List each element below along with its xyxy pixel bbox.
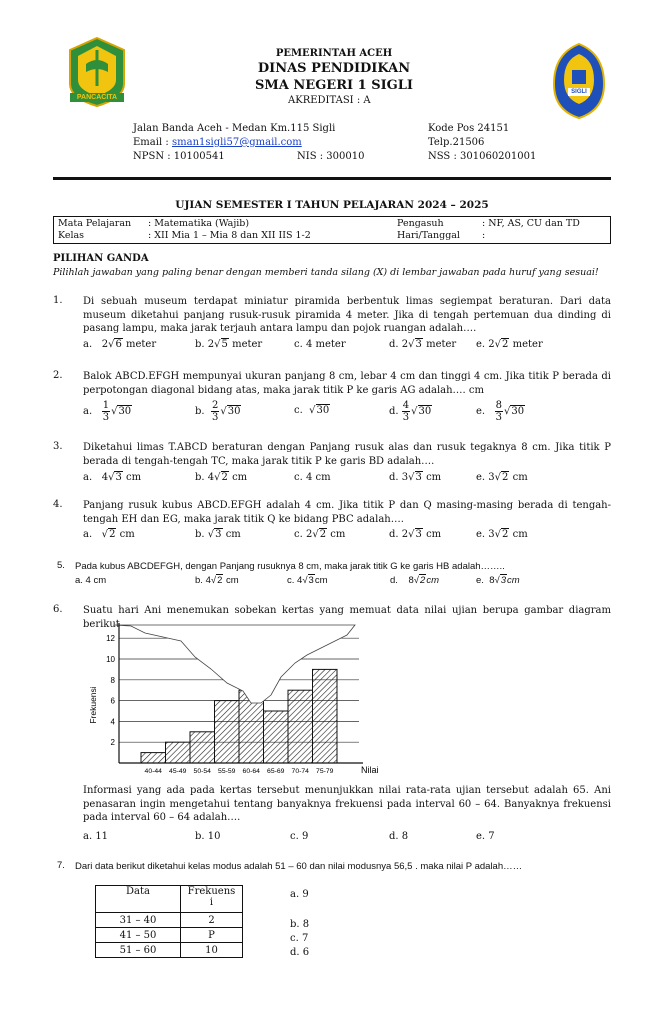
x-tick-label: 55-59 — [218, 768, 236, 775]
q1-number: 1. — [53, 295, 63, 306]
kelas-value: : XII Mia 1 – Mia 8 dan XII IIS 1-2 — [148, 230, 311, 241]
q6-text: Suatu hari Ani menemukan sobekan kertas yang memuat data nilai ujian berupa gambar diagram berikut — [83, 605, 611, 630]
q3-option-d: d. 3√3 cm — [389, 472, 442, 483]
section-title: PILIHAN GANDA — [53, 253, 149, 264]
left-logo-text: PANCACITA — [76, 94, 118, 101]
histogram-bar — [313, 669, 338, 763]
q1-text: Di sebuah museum terdapat miniatur piramida berbentuk limas segiempat beraturan. Dari data museum diketahui panjang rusuk-rusuk piramida 4 meter. Jika di tengah pertemuan dua dinding di pasang lampu, maka jarak terjauh antara lampu dan pojok ruangan adalah…. — [83, 296, 611, 335]
q5-option-c: c. 4√3cm — [287, 575, 328, 586]
header-nis: NIS : 300010 — [297, 151, 365, 162]
q3-text: Diketahui limas T.ABCD beraturan dengan Panjang rusuk alas dan rusuk tegaknya 8 cm. Jika titik P berada di tengah-tengah TC, maka jarak titik P ke garis BD adalah…. — [83, 442, 611, 467]
q6-option-b: b. 10 — [195, 831, 221, 842]
histogram-chart — [83, 617, 383, 779]
y-tick-label: 2 — [110, 738, 115, 748]
q5-number: 5. — [57, 560, 65, 571]
pengasuh-label: Pengasuh — [397, 218, 444, 229]
left-logo — [66, 36, 128, 108]
q5-option-b: b. 4√2 cm — [195, 575, 239, 586]
exam-title: UJIAN SEMESTER I TAHUN PELAJARAN 2024 – 2025 — [175, 199, 489, 211]
header-kodepos: Kode Pos 24151 — [428, 123, 510, 134]
q2-option-e: e. $\frac{8}{3}$ √30 — [476, 400, 525, 423]
hari-label: Hari/Tanggal — [397, 230, 460, 241]
x-tick-label: 70-74 — [291, 768, 309, 775]
table-cell-data: 41 – 50 — [96, 928, 181, 943]
pengasuh-value: : NF, AS, CU dan TD — [482, 218, 580, 229]
q5-option-e: e. 8√3cm — [476, 575, 520, 586]
header-gov: PEMERINTAH ACEH — [275, 48, 393, 59]
y-tick-label: 6 — [110, 696, 115, 706]
q7-col-freq — [181, 886, 243, 913]
x-tick-label: 50-54 — [193, 768, 211, 775]
x-tick-label: 65-69 — [267, 768, 285, 775]
q1-option-c: c. 4 meter — [294, 339, 346, 350]
q4-option-c: c. 2√2 cm — [294, 529, 346, 540]
histogram-bar — [264, 711, 289, 763]
q7-option-c: c. 7 — [290, 933, 309, 944]
q5-text: Pada kubus ABCDEFGH, dengan Panjang rusuknya 8 cm, maka jarak titik G ke garis HB adalah…….. — [75, 561, 505, 572]
y-tick-label: 10 — [106, 655, 115, 664]
q2-number: 2. — [53, 370, 63, 381]
histogram-bar — [166, 742, 191, 763]
mapel-value: : Matematika (Wajib) — [148, 218, 250, 229]
q7-col-freq-1: Frekuens — [187, 886, 236, 897]
histogram-bar — [190, 732, 215, 763]
mapel-label: Mata Pelajaran — [58, 218, 132, 229]
table-cell-freq: P — [181, 928, 243, 943]
exam-info-box — [53, 216, 611, 244]
q6-text-2: Informasi yang ada pada kertas tersebut menunjukkan nilai rata-rata ujian tersebut adalah 65. Ani penasaran ingin mengetahui tentang banyaknya frekuensi pada interval 60 – 64. Banyaknya frekuensi pada interval 60 – 64 adalah…. — [83, 785, 611, 824]
q3-option-a: a. 4√3 cm — [83, 472, 142, 483]
y-tick-label: 12 — [106, 634, 115, 644]
q5-option-a: a. 4 cm — [75, 575, 107, 586]
q4-text: Panjang rusuk kubus ABCD.EFGH adalah 4 cm. Jika titik P dan Q masing-masing berada di tengah-tengah EH dan EG, maka jarak titik Q ke bidang PBC adalah…. — [83, 500, 611, 525]
q7-option-d: d. 6 — [290, 947, 310, 958]
q6-option-a: a. 11 — [83, 831, 109, 842]
q1-option-e: e. 2√2 meter — [476, 339, 543, 350]
header-dinas: DINAS PENDIDIKAN — [257, 61, 411, 76]
x-tick-label: 40-44 — [144, 768, 162, 775]
q3-number: 3. — [53, 441, 63, 452]
y-tick-label: 8 — [110, 675, 115, 685]
q2-option-d: d. $\frac{4}{3}$ √30 — [389, 400, 432, 423]
header-email-link[interactable]: sman1sigli57@gmail.com — [172, 137, 302, 148]
q2-option-a: a. $\frac{1}{3}$ √30 — [83, 400, 132, 423]
q2-option-b: b. $\frac{2}{3}$ √30 — [195, 400, 241, 423]
header-address: Jalan Banda Aceh - Medan Km.115 Sigli — [133, 123, 336, 134]
q4-option-a: a. √2 cm — [83, 529, 135, 540]
q7-col-data: Data — [96, 886, 181, 913]
header-email-label: Email : — [133, 137, 169, 148]
x-tick-label: 75-79 — [316, 768, 334, 775]
q4-option-b: b. √3 cm — [195, 529, 241, 540]
q2-option-c: c. √30 — [294, 405, 330, 416]
q7-data-table — [95, 885, 243, 958]
right-logo — [548, 40, 610, 120]
histogram-bar — [288, 690, 313, 763]
q3-option-e: e. 3√2 cm — [476, 472, 528, 483]
x-tick-label: 45-49 — [169, 768, 187, 775]
section-instruction: Pilihlah jawaban yang paling benar dengan memberi tanda silang (X) di lembar jawaban pada huruf yang sesuai! — [53, 267, 599, 278]
q1-option-b: b. 2√5 meter — [195, 339, 263, 350]
q5-option-d: d. 8√2cm — [390, 575, 439, 586]
header-nss: NSS : 301060201001 — [428, 151, 537, 162]
header-telp: Telp.21506 — [428, 137, 485, 148]
hari-value: : — [482, 230, 486, 241]
q6-option-c: c. 9 — [290, 831, 309, 842]
table-cell-data: 31 – 40 — [96, 913, 181, 928]
q6-number: 6. — [53, 604, 63, 615]
x-axis-title: Nilai — [361, 765, 379, 775]
q3-option-b: b. 4√2 cm — [195, 472, 248, 483]
y-tick-label: 4 — [110, 717, 115, 727]
q7-number: 7. — [57, 860, 65, 871]
q1-option-a: a. 2√6 meter — [83, 339, 157, 350]
header-divider — [53, 177, 611, 180]
table-cell-freq: 2 — [181, 913, 243, 928]
q7-col-freq-2: i — [209, 897, 214, 908]
histogram-bar — [215, 701, 240, 763]
kelas-label: Kelas — [58, 230, 85, 241]
x-tick-label: 60-64 — [242, 768, 260, 775]
q4-number: 4. — [53, 499, 63, 510]
q6-option-e: e. 7 — [476, 831, 495, 842]
q7-option-a: a. 9 — [290, 889, 309, 900]
header-akreditasi: AKREDITASI : A — [288, 95, 371, 106]
q7-option-b: b. 8 — [290, 919, 310, 930]
q2-text: Balok ABCD.EFGH mempunyai ukuran panjang 8 cm, lebar 4 cm dan tinggi 4 cm. Jika titik P berada di perpotongan diagonal bidang atas, maka jarak titik P ke garis AG adalah…. cm — [83, 371, 611, 396]
histogram-bar — [141, 753, 166, 763]
table-cell-freq: 10 — [181, 943, 243, 958]
q4-option-d: d. 2√3 cm — [389, 529, 442, 540]
header-npsn: NPSN : 10100541 — [133, 151, 225, 162]
q4-option-e: e. 3√2 cm — [476, 529, 528, 540]
q3-option-c: c. 4 cm — [294, 472, 331, 483]
q1-option-d: d. 2√3 meter — [389, 339, 457, 350]
q7-text: Dari data berikut diketahui kelas modus adalah 51 – 60 dan nilai modusnya 56,5 . maka nilai P adalah…… — [75, 861, 523, 872]
q6-option-d: d. 8 — [389, 831, 409, 842]
header-school: SMA NEGERI 1 SIGLI — [255, 78, 413, 93]
y-axis-title: Frekuensi — [88, 686, 98, 724]
right-logo-text: SIGLI — [571, 89, 587, 95]
table-cell-data: 51 – 60 — [96, 943, 181, 958]
